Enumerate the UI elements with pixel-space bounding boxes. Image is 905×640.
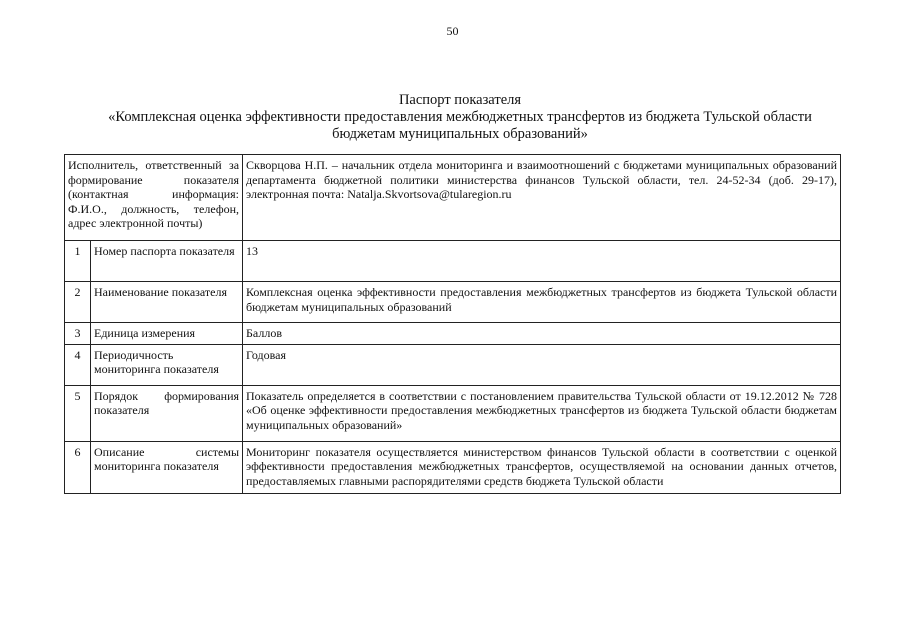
row-number: 4 <box>65 344 91 385</box>
executor-value: Скворцова Н.П. – начальник отдела мониторинга и взаимоотношений с бюджетами муниципальных образований департамента бюджетной политики министерства финансов Тульской области, тел. 24-52-34 (доб. 29-17), электронная почта: Natalja.Skvortsova@tularegion.ru <box>243 155 841 241</box>
row-value: Годовая <box>243 344 841 385</box>
row-value: Мониторинг показателя осуществляется министерством финансов Тульской области в соответствии с оценкой эффективности предоставления межбюджетных трансфертов, осуществляемой на основании данных отчетов, предоставляемых главными распорядителями средств бюджета Тульской области <box>243 441 841 493</box>
table-row <box>65 241 841 282</box>
title-line-1: Паспорт показателя <box>398 92 522 108</box>
table-row <box>65 344 841 385</box>
row-label: Наименование показателя <box>91 282 243 323</box>
executor-label: Исполнитель, ответственный за формирование показателя (контактная информация: Ф.И.О., должность, телефон, адрес электронной почты) <box>65 155 243 241</box>
row-value: Показатель определяется в соответствии с постановлением правительства Тульской области от 19.12.2012 № 728 «Об оценке эффективности предоставления межбюджетных трансфертов из бюджета Тульской области бюджетам муниципальных образований» <box>243 385 841 441</box>
row-value: Комплексная оценка эффективности предоставления межбюджетных трансфертов из бюджета Тульской области бюджетам муниципальных образований <box>243 282 841 323</box>
table-row <box>65 282 841 323</box>
row-number: 1 <box>65 241 91 282</box>
row-number: 2 <box>65 282 91 323</box>
table-row <box>65 385 841 441</box>
row-label: Единица измерения <box>91 323 243 345</box>
table-row <box>65 441 841 493</box>
row-label: Периодичность мониторинга показателя <box>91 344 243 385</box>
title-line-3: бюджетам муниципальных образований» <box>332 126 588 142</box>
row-label: Описание системы мониторинга показателя <box>91 441 243 493</box>
table-row-executor <box>65 155 841 241</box>
page-number: 50 <box>446 24 459 38</box>
table-row <box>65 323 841 345</box>
row-label: Номер паспорта показателя <box>91 241 243 282</box>
row-value: 13 <box>243 241 841 282</box>
row-label: Порядок формирования показателя <box>91 385 243 441</box>
passport-table <box>64 154 841 494</box>
title-line-2: «Комплексная оценка эффективности предоставления межбюджетных трансфертов из бюджета Тульской области <box>108 109 812 125</box>
row-number: 5 <box>65 385 91 441</box>
row-number: 3 <box>65 323 91 345</box>
row-value: Баллов <box>243 323 841 345</box>
row-number: 6 <box>65 441 91 493</box>
document-title <box>60 92 860 143</box>
